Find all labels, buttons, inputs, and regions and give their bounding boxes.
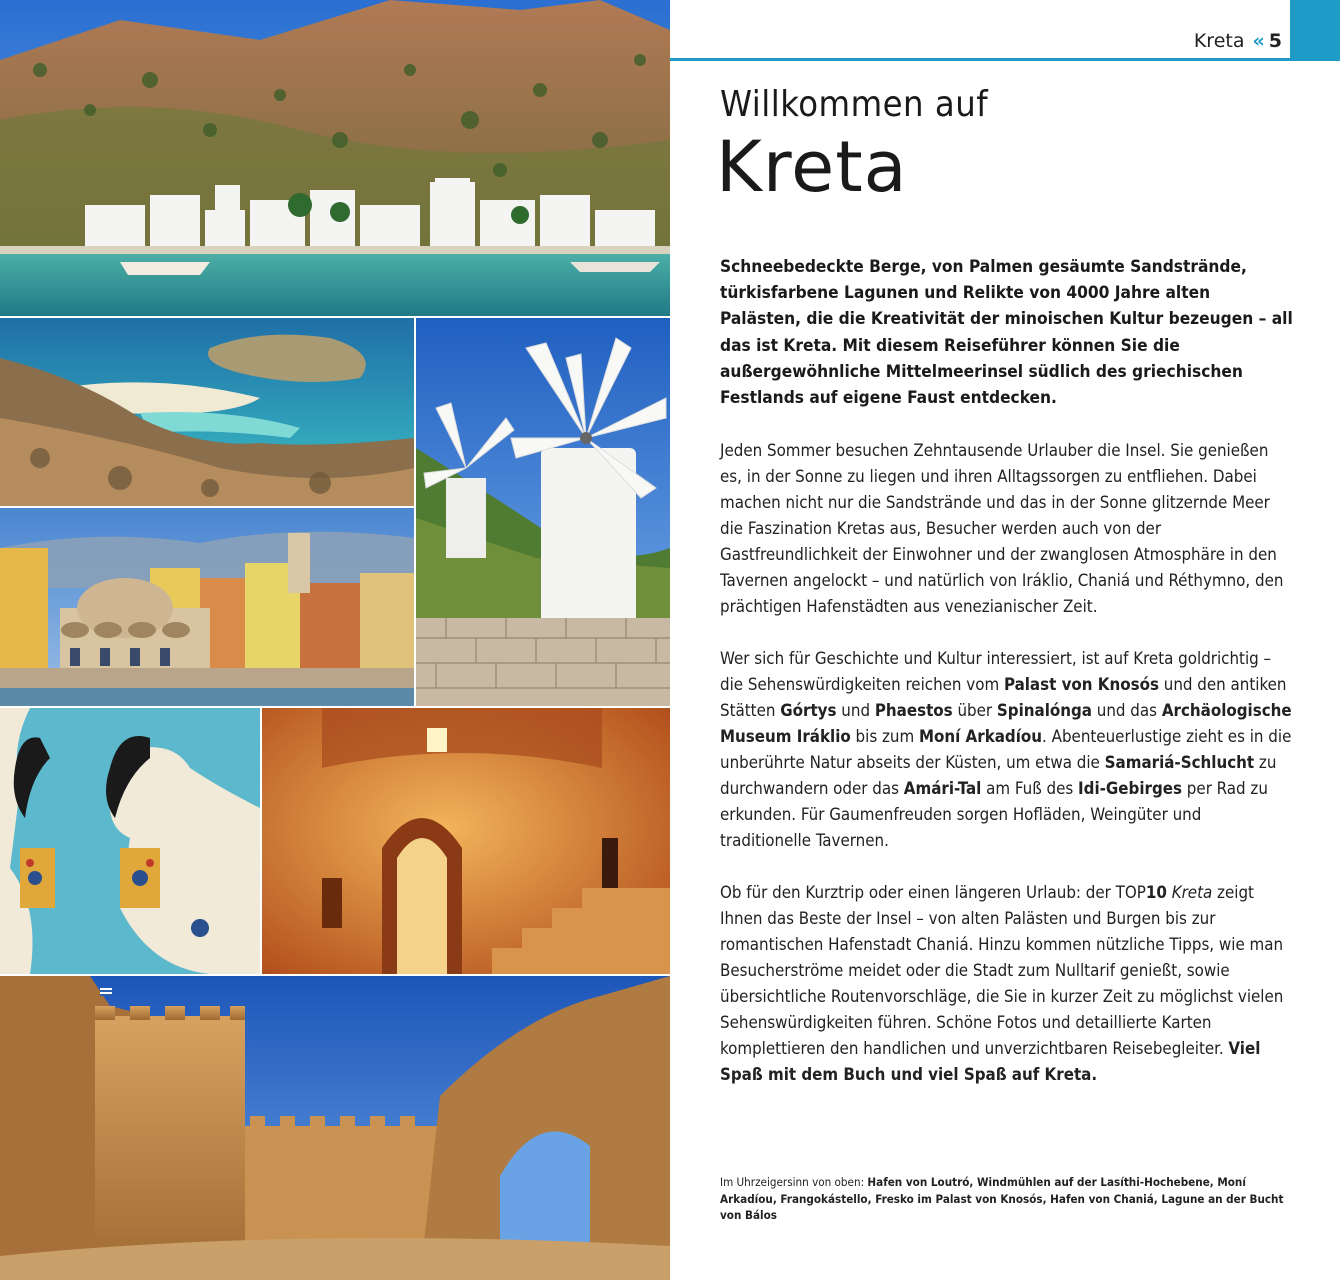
photo-chania-harbour	[0, 508, 414, 706]
text-run: . Abenteuerlustige zieht es in die unberührte Natur abseits der Küsten, um etwa die	[720, 726, 1292, 773]
closing-wish: Viel Spaß mit dem Buch und viel Spaß auf Kreta.	[720, 1038, 1261, 1085]
section-name: Kreta	[1193, 30, 1245, 52]
highlight-moni-arkadiou: Moní Arkadíou	[918, 726, 1043, 747]
chevron-left-icon: «	[1252, 30, 1263, 52]
text-run: und den antiken Stätten	[720, 674, 1287, 721]
text-run: zeigt Ihnen das Beste der Insel – von alten Palästen und Burgen bis zur romantischen Hafenstadt Chaniá. Hinzu kommen nützliche Tipps, wie man Besucherströme meidet oder die Stadt zum Nulltarif genießt, sowie übersichtliche Routenvorschläge, die Sie in kurzer Zeit zu möglichst vielen Sehenswürdigkeiten führen. Schöne Fotos und detaillierte Karten komplettieren den handlichen und unverzichtbaren Reisebegleiter.	[720, 882, 1284, 1059]
highlight-museum: Archäologische Museum Iráklio	[720, 700, 1292, 747]
text-run: bis zum	[850, 726, 919, 747]
photo-balos-lagoon	[0, 318, 414, 506]
caption-intro: Im Uhrzeigersinn von oben:	[720, 1175, 868, 1189]
photo-knossos-fresco	[0, 708, 260, 974]
paragraph-3	[720, 879, 1295, 1087]
highlight-gortys: Górtys	[780, 700, 837, 721]
text-run: am Fuß des	[981, 778, 1079, 799]
photo-caption	[720, 1174, 1290, 1224]
photo-moni-arkadiou	[262, 708, 670, 974]
page-title-line2: Kreta	[716, 126, 908, 208]
paragraph-1: Jeden Sommer besuchen Zehntausende Urlauber die Insel. Sie genießen es, in der Sonne zu liegen und ihren Alltagssorgen zu entfliehen. Dabei machen nicht nur die Sandstrände und das in der Sonne glitzernde Meer die Faszination Kretas aus, Besucher werden auch von der Gastfreundlichkeit der Einwohner und der zwanglosen Atmosphäre in den Tavernen angelockt – und natürlich von Iráklio, Chaniá und Réthymno, den prächtigen Hafenstädten aus venezianischer Zeit.	[720, 440, 1284, 617]
photo-frangokastello	[0, 976, 670, 1280]
highlight-spinalonga: Spinalónga	[996, 700, 1092, 721]
highlight-samaria: Samariá-Schlucht	[1104, 752, 1255, 773]
highlight-amari: Amári-Tal	[903, 778, 982, 799]
page-title-line1: Willkommen auf	[720, 84, 989, 125]
highlight-phaestos: Phaestos	[874, 700, 953, 721]
text-run: zu durchwandern oder das	[720, 752, 1277, 799]
lead-paragraph: Schneebedeckte Berge, von Palmen gesäumte Sandstrände, türkisfarbene Lagunen und Relikte von 4000 Jahre alten Palästen, die die Kreativität der minoischen Kultur bezeugen – all das ist Kreta. Mit diesem Reiseführer können Sie die außergewöhnliche Mittelmeerinsel südlich des griechischen Festlands auf eigene Faust entdecken.	[720, 257, 1293, 409]
text-run: per Rad zu erkunden. Für Gaumenfreuden sorgen Hofläden, Weingüter und traditionelle Tavernen.	[720, 778, 1268, 851]
header-rule	[670, 58, 1340, 61]
highlight-knossos: Palast von Knosós	[1003, 674, 1159, 695]
book-title: Kreta	[1171, 882, 1213, 903]
paragraph-2	[720, 645, 1295, 853]
text-run: über	[952, 700, 997, 721]
caption-places: Hafen von Loutró, Windmühlen auf der Lasíthi-Hochebene, Moní Arkadíou, Frangokástello, Fresko im Palast von Knosós, Hafen von Chaniá, Lagune an der Bucht von Bálos	[720, 1175, 1284, 1222]
highlight-idi: Idi-Gebirges	[1078, 778, 1183, 799]
text-run: Ob für den Kurztrip oder einen längeren Urlaub: der TOP	[720, 882, 1146, 903]
top10-number: 10	[1145, 882, 1167, 903]
header-color-tab	[1290, 0, 1340, 61]
photo-loutro-harbour	[0, 0, 670, 316]
photo-lasithi-windmills	[416, 318, 670, 706]
page-number: 5	[1268, 30, 1282, 52]
text-run: und das	[1091, 700, 1162, 721]
text-run: und	[836, 700, 875, 721]
text-run: Wer sich für Geschichte und Kultur interessiert, ist auf Kreta goldrichtig – die Sehenswürdigkeiten reichen vom	[720, 648, 1272, 695]
running-head	[1194, 30, 1282, 52]
body-text	[720, 254, 1295, 1113]
